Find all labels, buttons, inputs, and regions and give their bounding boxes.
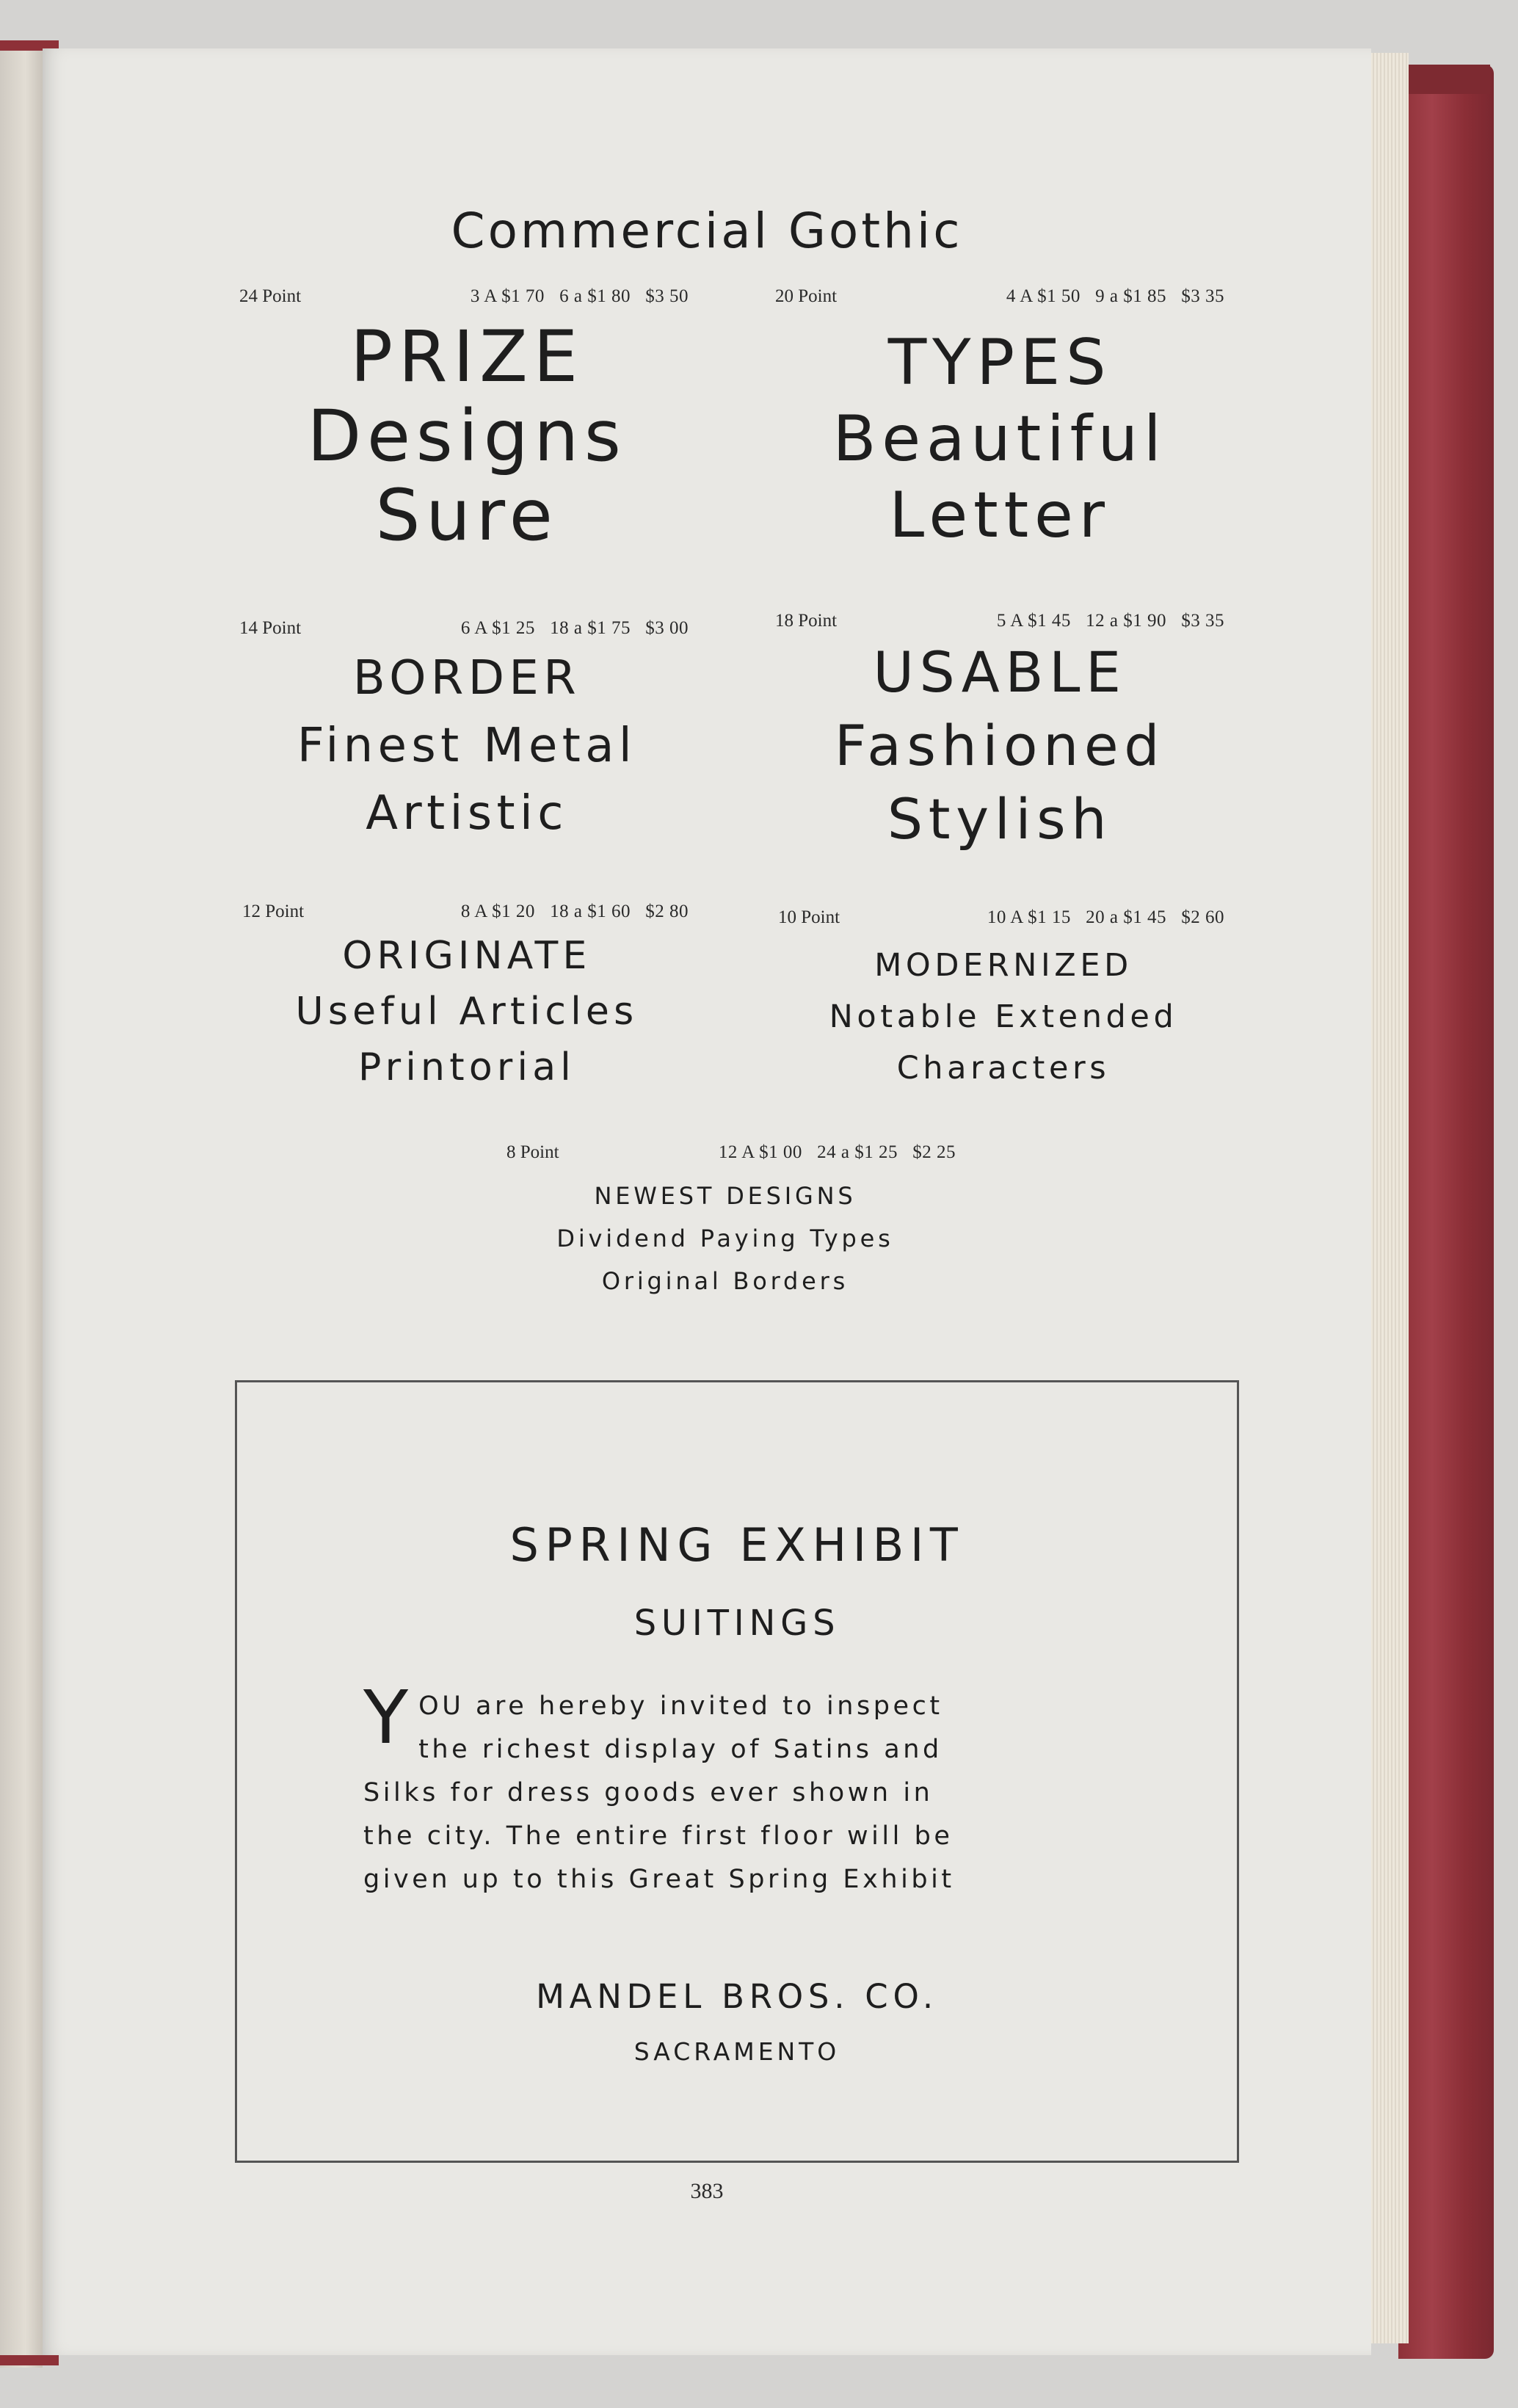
sample-line: Finest Metal xyxy=(297,719,637,773)
specimen-8pt-spec xyxy=(506,1142,956,1163)
sample-line: Sure xyxy=(375,474,559,556)
sample-line: Dividend Paying Types xyxy=(556,1225,894,1252)
ad-body-line: Silks for dress goods ever shown in xyxy=(363,1778,934,1807)
specimen-size: 14 Point xyxy=(239,618,302,638)
specimen-prices: 3 A $1 70 6 a $1 80 $3 50 xyxy=(470,286,689,306)
sample-line: TYPES xyxy=(887,326,1112,399)
specimen-prices: 4 A $1 50 9 a $1 85 $3 35 xyxy=(1006,286,1224,306)
specimen-size: 24 Point xyxy=(239,286,302,306)
specimen-prices: 10 A $1 15 20 a $1 45 $2 60 xyxy=(987,907,1224,927)
specimen-24pt-sample xyxy=(203,317,731,555)
specimen-12pt-spec xyxy=(242,902,689,922)
page-title: Commercial Gothic xyxy=(451,203,963,259)
specimen-14pt-spec xyxy=(239,618,689,639)
specimen-18pt-spec xyxy=(775,611,1224,631)
sample-line: Artistic xyxy=(366,786,568,841)
specimen-size: 8 Point xyxy=(506,1142,559,1162)
ad-body-line: given up to this Great Spring Exhibit xyxy=(363,1865,955,1894)
sample-line: BORDER xyxy=(352,651,581,706)
sample-line: Useful Articles xyxy=(295,990,639,1034)
page-edges xyxy=(1369,53,1409,2343)
specimen-prices: 6 A $1 25 18 a $1 75 $3 00 xyxy=(460,618,689,638)
specimen-size: 10 Point xyxy=(778,907,840,927)
sample-line: NEWEST DESIGNS xyxy=(594,1182,857,1210)
sample-line: ORIGINATE xyxy=(342,934,592,978)
specimen-8pt-sample xyxy=(468,1175,982,1302)
specimen-size: 12 Point xyxy=(242,902,305,921)
specimen-20pt-spec xyxy=(775,286,1224,307)
sample-advertisement xyxy=(235,1380,1239,2163)
specimen-prices: 12 A $1 00 24 a $1 25 $2 25 xyxy=(718,1142,956,1162)
ad-company: MANDEL BROS. CO. xyxy=(536,1977,938,2016)
specimen-prices: 5 A $1 45 12 a $1 90 $3 35 xyxy=(996,611,1224,631)
left-cover-bottom xyxy=(0,2355,59,2365)
sample-line: USABLE xyxy=(873,639,1127,705)
sample-line: Characters xyxy=(896,1050,1111,1087)
book-page xyxy=(43,48,1371,2355)
specimen-14pt-sample xyxy=(210,645,724,847)
specimen-size: 18 Point xyxy=(775,611,838,631)
sample-line: Original Borders xyxy=(601,1267,849,1295)
specimen-20pt-sample xyxy=(750,324,1249,554)
specimen-12pt-sample xyxy=(210,928,724,1095)
specimen-size: 20 Point xyxy=(775,286,838,306)
sample-line: Stylish xyxy=(887,786,1113,852)
page-number: 383 xyxy=(690,2179,724,2203)
book-cover xyxy=(1398,65,1494,2359)
sample-line: MODERNIZED xyxy=(874,947,1133,984)
specimen-24pt-spec xyxy=(239,286,689,307)
ad-dropcap: Y xyxy=(363,1675,409,1760)
ad-body-line: the richest display of Satins and xyxy=(418,1735,943,1764)
sample-line: Notable Extended xyxy=(829,998,1178,1035)
sample-line: Printorial xyxy=(358,1045,575,1089)
ad-body xyxy=(363,1675,1097,1901)
specimen-10pt-spec xyxy=(778,907,1224,928)
specimen-10pt-sample xyxy=(750,940,1257,1094)
ad-city: SACRAMENTO xyxy=(633,2037,840,2066)
ad-body-line: the city. The entire first floor will be xyxy=(363,1821,954,1851)
sample-line: PRIZE xyxy=(350,316,584,398)
sample-line: Letter xyxy=(889,479,1111,552)
specimen-18pt-sample xyxy=(750,636,1249,856)
facing-page-edge xyxy=(0,44,43,2368)
specimen-prices: 8 A $1 20 18 a $1 60 $2 80 xyxy=(460,902,689,921)
sample-line: Beautiful xyxy=(832,402,1167,476)
ad-subtitle: SUITINGS xyxy=(633,1603,840,1644)
ad-body-line: OU are hereby invited to inspect xyxy=(418,1691,943,1721)
ad-title: SPRING EXHIBIT xyxy=(509,1518,965,1572)
sample-line: Designs xyxy=(307,395,627,477)
sample-line: Fashioned xyxy=(834,713,1166,778)
